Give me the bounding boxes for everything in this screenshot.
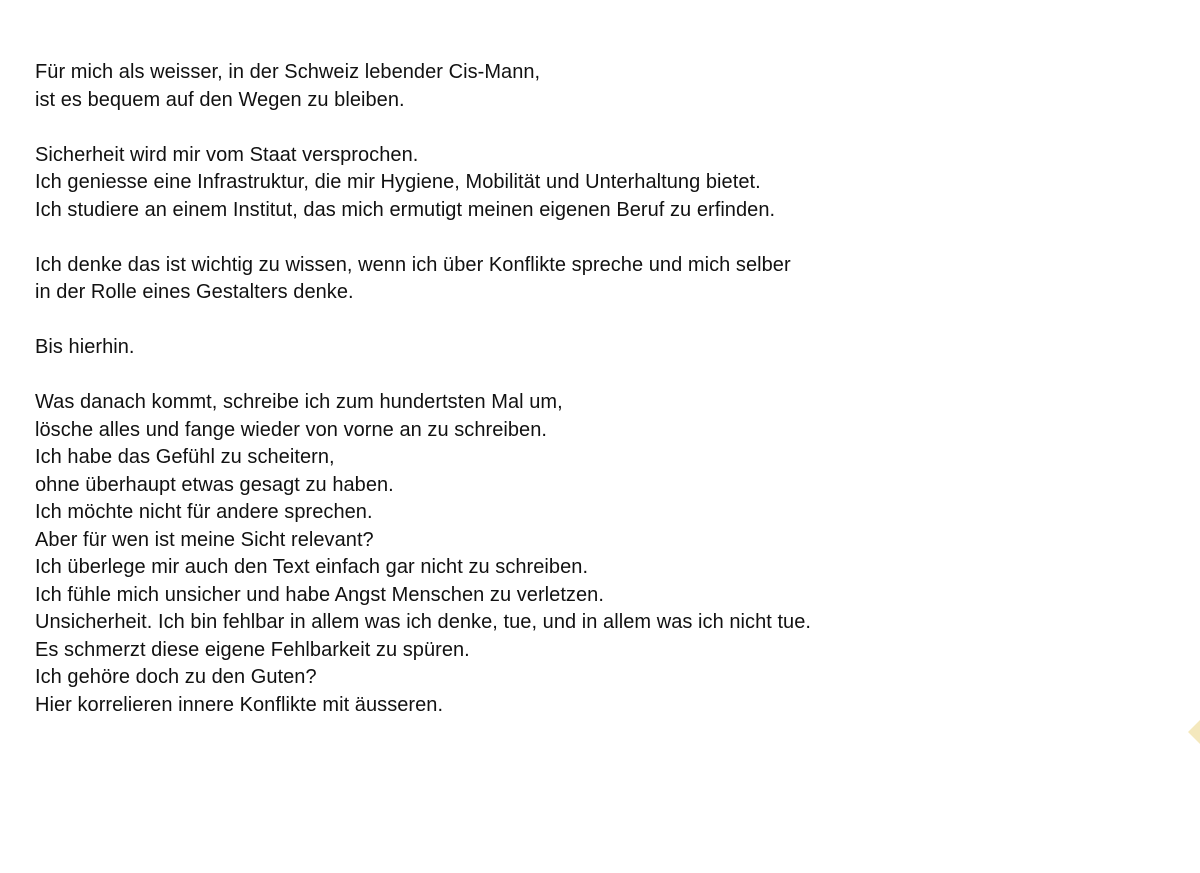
text-line: Für mich als weisser, in der Schweiz lebender Cis-Mann, — [35, 61, 541, 83]
text-line: lösche alles und fange wieder von vorne an zu schreiben. — [35, 418, 548, 441]
text-line: Sicherheit wird mir vom Staat versprochen. — [35, 143, 419, 166]
paragraph-2 — [35, 142, 1135, 225]
paragraph-3 — [35, 252, 1135, 307]
text-line: Ich überlege mir auch den Text einfach gar nicht zu schreiben. — [35, 556, 589, 578]
text-line: Bis hierhin. — [35, 336, 135, 358]
text-line: Ich gehöre doch zu den Guten? — [35, 666, 317, 688]
text-line: Ich fühle mich unsicher und habe Angst Menschen zu verletzen. — [35, 583, 604, 606]
text-line: ist es bequem auf den Wegen zu bleiben. — [35, 88, 405, 111]
text-body — [35, 59, 1135, 747]
text-line: Es schmerzt diese eigene Fehlbarkeit zu spüren. — [35, 638, 470, 661]
text-line: in der Rolle eines Gestalters denke. — [35, 281, 354, 303]
text-line: Unsicherheit. Ich bin fehlbar in allem was ich denke, tue, und in allem was ich nicht tue. — [35, 611, 812, 633]
text-line: Ich studiere an einem Institut, das mich ermutigt meinen eigenen Beruf zu erfinden. — [35, 198, 776, 221]
text-line: Ich geniesse eine Infrastruktur, die mir Hygiene, Mobilität und Unterhaltung bietet. — [35, 171, 761, 193]
paragraph-4 — [35, 334, 1135, 362]
text-line: Hier korrelieren innere Konflikte mit äusseren. — [35, 693, 444, 716]
text-line: Ich möchte nicht für andere sprechen. — [35, 501, 373, 523]
decorative-corner-shape — [1188, 718, 1200, 746]
text-line: Aber für wen ist meine Sicht relevant? — [35, 528, 374, 551]
text-line: Ich denke das ist wichtig zu wissen, wenn ich über Konflikte spreche und mich selber — [35, 253, 791, 276]
text-line: ohne überhaupt etwas gesagt zu haben. — [35, 473, 394, 496]
text-line: Was danach kommt, schreibe ich zum hundertsten Mal um, — [35, 391, 563, 413]
paragraph-5 — [35, 389, 1135, 719]
text-line: Ich habe das Gefühl zu scheitern, — [35, 446, 335, 468]
paragraph-1 — [35, 59, 1135, 114]
